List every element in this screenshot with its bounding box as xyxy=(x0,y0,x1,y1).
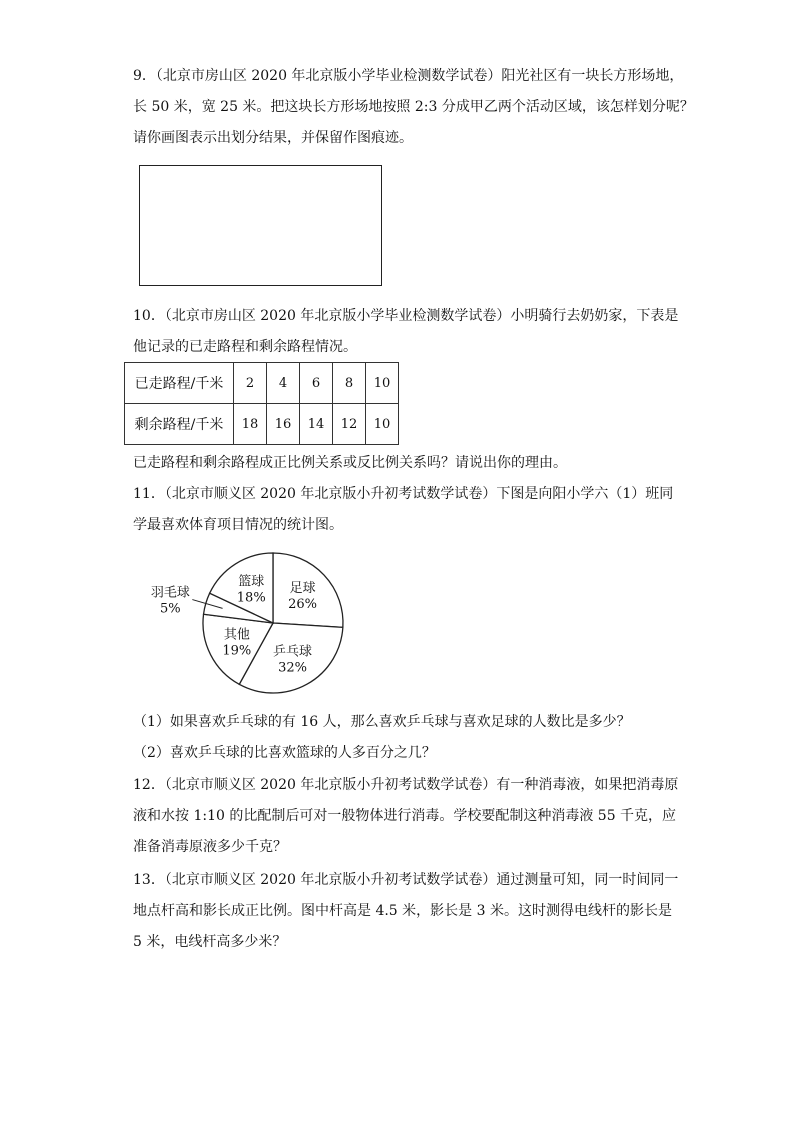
q13-text-line-3: 5 米，电线杆高多少米？ xyxy=(133,934,287,950)
table-cell: 10 xyxy=(366,404,399,445)
table-cell: 4 xyxy=(267,363,300,404)
table-cell: 12 xyxy=(333,404,366,445)
q12-text-line-3: 准备消毒原液多少千克？ xyxy=(133,839,287,855)
slice-name-label: 羽毛球 xyxy=(150,585,190,601)
q11-text-line-1: 11．（北京市顺义区 2020 年北京版小升初考试数学试卷）下图是向阳小学六（1）班同 xyxy=(133,486,674,502)
table-cell: 16 xyxy=(267,404,300,445)
table-row-header: 已走路程/千米 xyxy=(125,363,234,404)
table-row-header: 剩余路程/千米 xyxy=(125,404,234,445)
distance-table xyxy=(124,362,399,445)
table-cell: 8 xyxy=(333,363,366,404)
q11-sub-question-2: （2）喜欢乒乓球的比喜欢篮球的人多百分之几？ xyxy=(133,745,436,761)
table-cell: 18 xyxy=(234,404,267,445)
table-row xyxy=(125,363,399,404)
q11-text-line-2: 学最喜欢体育项目情况的统计图。 xyxy=(133,517,343,533)
q10-text-line-1: 10．（北京市房山区 2020 年北京版小学毕业检测数学试卷）小明骑行去奶奶家，下表是 xyxy=(133,308,679,324)
q13-text-line-2: 地点杆高和影长成正比例。图中杆高是 4.5 米，影长是 3 米。这时测得电线杆的影长是 xyxy=(133,903,672,919)
table-cell: 14 xyxy=(300,404,333,445)
slice-percent-label: 5% xyxy=(160,601,181,617)
slice-name-label: 其他 xyxy=(223,627,250,643)
table-cell: 10 xyxy=(366,363,399,404)
slice-percent-label: 18% xyxy=(236,590,266,606)
slice-percent-label: 26% xyxy=(288,597,318,613)
q13-text-line-1: 13．（北京市顺义区 2020 年北京版小升初考试数学试卷）通过测量可知，同一时间同一 xyxy=(133,872,679,888)
q10-text-line-2: 他记录的已走路程和剩余路程情况。 xyxy=(133,339,357,355)
table-cell: 6 xyxy=(300,363,333,404)
slice-name-label: 足球 xyxy=(289,581,316,597)
q9-text-line-3: 请你画图表示出划分结果，并保留作图痕迹。 xyxy=(133,130,413,146)
table-cell: 2 xyxy=(234,363,267,404)
q12-text-line-2: 液和水按 1:10 的比配制后可对一般物体进行消毒。学校要配制这种消毒液 55 千克，应 xyxy=(133,808,677,824)
q9-text-line-2: 长 50 米，宽 25 米。把这块长方形场地按照 2:3 分成甲乙两个活动区域，该怎样划分呢？ xyxy=(133,99,694,115)
q12-text-line-1: 12．（北京市顺义区 2020 年北京版小升初考试数学试卷）有一种消毒液，如果把消毒原 xyxy=(133,777,679,793)
slice-percent-label: 19% xyxy=(222,643,252,659)
q11-sub-question-1: （1）如果喜欢乒乓球的有 16 人，那么喜欢乒乓球与喜欢足球的人数比是多少？ xyxy=(133,714,631,730)
table-row xyxy=(125,404,399,445)
q9-text-line-1: 9．（北京市房山区 2020 年北京版小学毕业检测数学试卷）阳光社区有一块长方形场地， xyxy=(133,68,684,84)
slice-name-label: 乒乓球 xyxy=(273,644,313,660)
slice-percent-label: 32% xyxy=(278,660,308,676)
sports-pie-chart xyxy=(140,552,360,694)
q10-question: 已走路程和剩余路程成正比例关系或反比例关系吗？请说出你的理由。 xyxy=(133,455,567,471)
slice-name-label: 篮球 xyxy=(238,574,265,590)
rectangle-field-diagram xyxy=(139,165,382,286)
